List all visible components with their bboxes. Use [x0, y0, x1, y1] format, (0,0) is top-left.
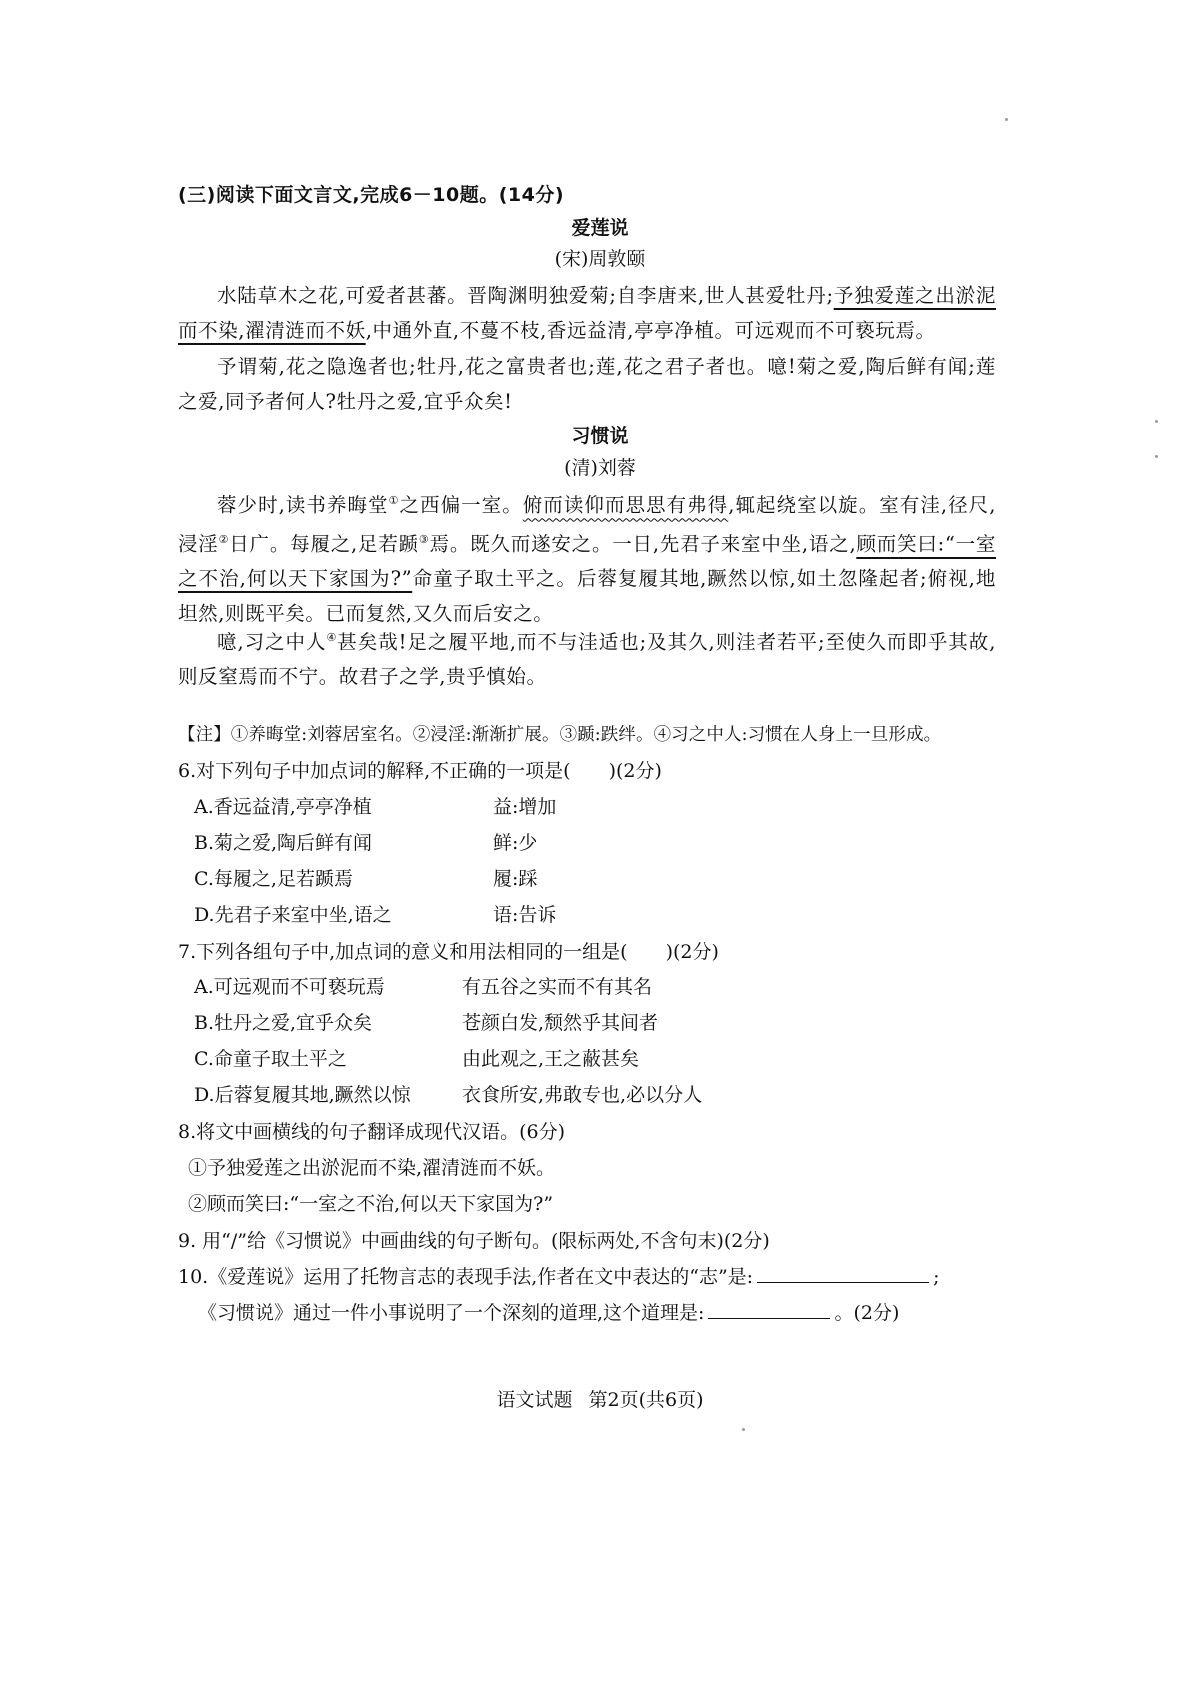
question-8-stem: 8.将文中画横线的句子翻译成现代汉语。(6分)	[178, 1121, 566, 1143]
scan-speck	[1005, 118, 1008, 121]
q7-option-d: D.后蓉复履其地,蹶然以惊	[194, 1084, 411, 1106]
text2-p2-a: 噫,习之中人	[217, 630, 327, 654]
text2-paragraph-2	[178, 621, 996, 695]
text2-p1-b: 之西偏一室。	[399, 493, 523, 517]
text2-p1-e: 焉。既久而遂安之。一日,先君子来室中坐,语之,	[429, 532, 857, 556]
text2-p1-c: ,辄起绕室以旋。室有洼,径尺,浸淫	[178, 493, 996, 556]
annotation-note: 【注】①养晦堂:刘蓉居室名。②浸淫:渐渐扩展。③踬:跌绊。④习之中人:习惯在人身上一旦形成。	[178, 725, 942, 745]
scan-speck	[1155, 420, 1158, 423]
q6-option-a: A.香远益清,亭亭净植	[194, 796, 372, 818]
text2-title: 习惯说	[571, 425, 629, 447]
q6-option-c-explanation: 履:踩	[493, 868, 538, 890]
text1-p1-pre: 水陆草木之花,可爱者甚蕃。晋陶渊明独爱菊;自李唐来,世人甚爱牡丹;	[217, 284, 834, 307]
q6-option-b: B.菊之爱,陶后鲜有闻	[194, 832, 373, 854]
text2-p2-b: 甚矣哉!足之履平地,而不与洼适也;及其久,则洼者若平;至使久而即乎其故,则反窒焉而不宁。故君子之学,贵乎慎始。	[178, 630, 996, 688]
wavy-underlined-sentence: 俯而读仰而思思有弗得	[522, 493, 729, 517]
note-marker-4: ④	[326, 631, 338, 644]
q7-option-b: B.牡丹之爱,宜乎众矣	[194, 1012, 373, 1034]
text2-author: (清)刘蓉	[564, 457, 636, 479]
question-10-line-2	[198, 1298, 899, 1325]
q6-option-b-explanation: 鲜:少	[493, 832, 538, 854]
q7-option-d-compare: 衣食所安,弗敢专也,必以分人	[462, 1084, 703, 1106]
underlined-sentence-1: 予独爱莲之出淤泥而不染,濯清涟而不妖	[178, 284, 996, 342]
scan-speck	[1155, 455, 1158, 458]
q8-sentence-1: ①予独爱莲之出淤泥而不染,濯清涟而不妖。	[188, 1157, 556, 1179]
q10-line2-text: 《习惯说》通过一件小事说明了一个深刻的道理,这个道理是:	[198, 1302, 705, 1324]
q7-option-c-compare: 由此观之,王之蔽甚矣	[462, 1048, 640, 1070]
note-marker-1: ①	[388, 494, 400, 507]
question-7-stem: 7.下列各组句子中,加点词的意义和用法相同的一组是( )(2分)	[178, 941, 719, 963]
question-9-stem: 9. 用“/”给《习惯说》中画曲线的句子断句。(限标两处,不含句末)(2分)	[178, 1230, 770, 1252]
q7-option-a-compare: 有五谷之实而不有其名	[462, 976, 653, 998]
q10-line1-end: ;	[933, 1266, 940, 1288]
q10-line2-end: 。(2分)	[834, 1302, 900, 1324]
q8-sentence-2: ②顾而笑曰:“一室之不治,何以天下家国为?”	[188, 1193, 554, 1215]
answer-blank-2[interactable]	[708, 1317, 830, 1319]
question-10-line-1	[178, 1262, 940, 1289]
note-marker-3: ③	[418, 533, 430, 546]
text1-paragraph-1	[178, 279, 996, 348]
q7-option-c: C.命童子取土平之	[194, 1048, 347, 1070]
text2-paragraph-1	[178, 484, 996, 631]
q10-line1-text: 10.《爱莲说》运用了托物言志的表现手法,作者在文中表达的“志”是:	[178, 1266, 754, 1288]
underlined-sentence-2: 顾而笑曰:“一室之不治,何以天下家国为?”	[178, 532, 997, 590]
section-header: (三)阅读下面文言文,完成6－10题。(14分)	[178, 184, 565, 206]
q7-option-a: A.可远观而不可亵玩焉	[194, 976, 385, 998]
text1-p1-post: ,中通外直,不蔓不枝,香远益清,亭亭净植。可远观而不可亵玩焉。	[365, 318, 936, 342]
page-footer	[0, 1385, 1200, 1412]
text1-paragraph-2: 予谓菊,花之隐逸者也;牡丹,花之富贵者也;莲,花之君子者也。噫!菊之爱,陶后鲜有闻;莲之爱,同予者何人?牡丹之爱,宜乎众矣!	[178, 355, 996, 413]
answer-blank-1[interactable]	[757, 1281, 929, 1283]
text1-author: (宋)周敦颐	[554, 248, 646, 270]
q6-option-d: D.先君子来室中坐,语之	[194, 904, 392, 926]
scan-speck	[742, 1428, 745, 1431]
question-6-stem: 6.对下列句子中加点词的解释,不正确的一项是( )(2分)	[178, 760, 662, 782]
footer-page-number: 第2页(共6页)	[588, 1389, 704, 1411]
q6-option-c: C.每履之,足若踬焉	[194, 868, 353, 890]
q6-option-a-explanation: 益:增加	[493, 796, 557, 818]
text2-p1-d: 日广。每履之,足若踬	[229, 532, 419, 556]
footer-subject: 语文试题	[496, 1389, 573, 1411]
text2-p1-f: 命童子取土平之。后蓉复履其地,蹶然以惊,如土忽隆起者;俯视,地坦然,则既平矣。已而复然,又久而后安之。	[178, 567, 996, 625]
q7-option-b-compare: 苍颜白发,颓然乎其间者	[462, 1012, 659, 1034]
note-marker-2: ②	[218, 533, 230, 546]
text1-title: 爱莲说	[571, 217, 629, 239]
text2-p1-a: 蓉少时,读书养晦堂	[217, 493, 389, 517]
q6-option-d-explanation: 语:告诉	[493, 904, 557, 926]
